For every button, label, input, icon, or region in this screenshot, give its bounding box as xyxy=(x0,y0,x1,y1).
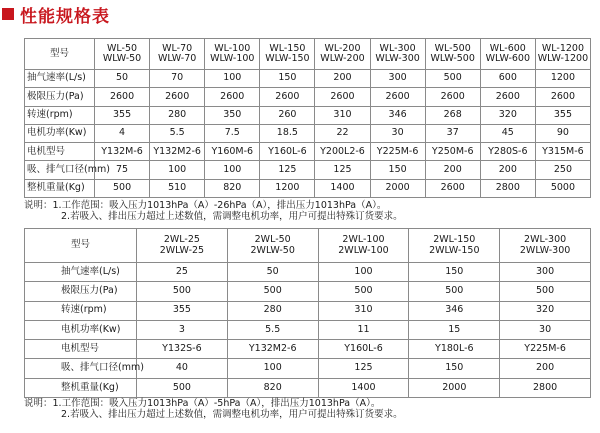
model-name-cell xyxy=(205,39,260,70)
title-square-icon xyxy=(2,8,14,20)
value-cell: 510 xyxy=(150,179,205,197)
note-wl xyxy=(24,200,403,222)
value-cell: 2800 xyxy=(500,378,591,397)
model-name-line: WL-100 xyxy=(214,42,251,54)
model-name-line: 2WL-300 xyxy=(524,234,567,245)
value-cell: 500 xyxy=(227,282,318,301)
value-cell: 1200 xyxy=(260,179,315,197)
value-cell: 1200 xyxy=(535,70,590,88)
model-name-line: WLW-500 xyxy=(430,53,475,64)
value-cell: 820 xyxy=(227,378,318,397)
value-cell: 40 xyxy=(137,359,228,378)
value-cell: 1400 xyxy=(315,179,370,197)
model-name-line: 2WLW-50 xyxy=(250,244,295,256)
value-cell: 2600 xyxy=(315,88,370,106)
param-label-cell: 吸、排气口径(mm) xyxy=(25,359,137,378)
value-cell: 300 xyxy=(500,263,591,282)
value-cell: 150 xyxy=(409,359,500,378)
value-cell: 5000 xyxy=(535,179,590,197)
model-name-line: WL-600 xyxy=(489,42,526,54)
param-label-cell: 转速(rpm) xyxy=(25,301,137,320)
value-cell: 200 xyxy=(315,70,370,88)
value-cell: 30 xyxy=(500,320,591,339)
value-cell: 346 xyxy=(370,106,425,124)
value-cell: 4 xyxy=(95,124,150,142)
value-cell: 150 xyxy=(370,161,425,179)
value-cell: 45 xyxy=(480,124,535,142)
value-cell: 2000 xyxy=(409,378,500,397)
model-name-line: 2WL-100 xyxy=(342,234,385,245)
param-label-cell: 整机重量(Kg) xyxy=(25,378,137,397)
table-row xyxy=(25,106,591,124)
value-cell: 50 xyxy=(227,263,318,282)
table-row xyxy=(25,161,591,179)
value-cell: Y132M2-6 xyxy=(227,340,318,359)
table-row xyxy=(25,143,591,161)
value-cell: 2600 xyxy=(425,179,480,197)
value-cell: 125 xyxy=(260,161,315,179)
param-label-cell: 电机型号 xyxy=(25,340,137,359)
model-name-line: WLW-50 xyxy=(102,53,142,64)
value-cell: Y160L-6 xyxy=(260,143,315,161)
value-cell: Y225M-6 xyxy=(500,340,591,359)
model-name-line: WL-70 xyxy=(162,42,193,54)
value-cell: 150 xyxy=(409,263,500,282)
value-cell: 200 xyxy=(425,161,480,179)
note-line-1: 说明：1.工作范围：吸入压力1013hPa（A）-26hPa（A），排出压力1013hPa（A）。 xyxy=(24,200,387,211)
value-cell: 2000 xyxy=(370,179,425,197)
value-cell: 2600 xyxy=(205,88,260,106)
model-name-cell xyxy=(425,39,480,70)
param-label-cell: 极限压力(Pa) xyxy=(25,88,95,106)
spec-table-2wl xyxy=(24,228,591,398)
value-cell: 820 xyxy=(205,179,260,197)
model-name-cell xyxy=(137,229,228,263)
value-cell: Y180L-6 xyxy=(409,340,500,359)
param-label-cell: 电机型号 xyxy=(25,143,95,161)
value-cell: 200 xyxy=(500,359,591,378)
model-name-cell xyxy=(535,39,590,70)
param-label-cell: 抽气速率(L/s) xyxy=(25,70,95,88)
model-name-line: WLW-600 xyxy=(485,53,531,64)
spec-table-wl xyxy=(24,38,591,198)
model-name-cell xyxy=(370,39,425,70)
value-cell: 50 xyxy=(95,70,150,88)
value-cell: 346 xyxy=(409,301,500,320)
value-cell: 250 xyxy=(535,161,590,179)
value-cell: 37 xyxy=(425,124,480,142)
value-cell: 100 xyxy=(150,161,205,179)
value-cell: 310 xyxy=(318,301,409,320)
value-cell: 1400 xyxy=(318,378,409,397)
value-cell: 100 xyxy=(318,263,409,282)
model-name-cell xyxy=(227,229,318,263)
value-cell: 2600 xyxy=(535,88,590,106)
model-name-line: 2WLW-100 xyxy=(338,244,389,256)
value-cell: 500 xyxy=(137,378,228,397)
value-cell: 355 xyxy=(95,106,150,124)
model-name-line: WL-300 xyxy=(379,42,416,54)
model-name-line: WLW-300 xyxy=(375,53,420,64)
model-name-cell xyxy=(409,229,500,263)
value-cell: 500 xyxy=(425,70,480,88)
table-row xyxy=(25,263,591,282)
model-name-line: WLW-150 xyxy=(265,53,310,64)
model-name-line: 2WL-50 xyxy=(254,234,291,245)
section-header xyxy=(2,3,110,25)
model-name-cell xyxy=(95,39,150,70)
model-name-cell xyxy=(318,229,409,263)
value-cell: Y200L2-6 xyxy=(315,143,370,161)
table-row xyxy=(25,70,591,88)
value-cell: 600 xyxy=(480,70,535,88)
param-label-cell: 极限压力(Pa) xyxy=(25,282,137,301)
value-cell: 320 xyxy=(500,301,591,320)
model-name-line: WLW-1200 xyxy=(537,53,589,64)
value-cell: 320 xyxy=(480,106,535,124)
value-cell: 2800 xyxy=(480,179,535,197)
value-cell: 3 xyxy=(137,320,228,339)
model-header-cell: 型号 xyxy=(25,39,95,70)
model-name-cell xyxy=(480,39,535,70)
value-cell: 500 xyxy=(318,282,409,301)
value-cell: Y280S-6 xyxy=(480,143,535,161)
value-cell: 268 xyxy=(425,106,480,124)
param-label-cell: 整机重量(Kg) xyxy=(25,179,95,197)
table-row xyxy=(25,320,591,339)
value-cell: 150 xyxy=(260,70,315,88)
value-cell: 500 xyxy=(409,282,500,301)
value-cell: 2600 xyxy=(480,88,535,106)
model-name-line: 2WL-150 xyxy=(433,234,476,245)
note-line-1: 说明：1.工作范围：吸入压力1013hPa（A）-5hPa（A），排出压力1013hPa（A）。 xyxy=(24,398,381,409)
value-cell: 2600 xyxy=(260,88,315,106)
model-name-line: 2WLW-25 xyxy=(159,244,205,256)
value-cell: 125 xyxy=(318,359,409,378)
value-cell: Y250M-6 xyxy=(425,143,480,161)
param-label-cell: 电机功率(Kw) xyxy=(25,320,137,339)
model-name-line: WLW-70 xyxy=(157,53,197,64)
model-name-cell xyxy=(315,39,370,70)
value-cell: 500 xyxy=(95,179,150,197)
model-name-line: WLW-200 xyxy=(320,53,365,64)
value-cell: 75 xyxy=(95,161,150,179)
param-label-cell: 吸、排气口径(mm) xyxy=(25,161,95,179)
value-cell: 200 xyxy=(480,161,535,179)
value-cell: 7.5 xyxy=(205,124,260,142)
table-row xyxy=(25,179,591,197)
model-name-line: WL-200 xyxy=(324,42,361,54)
value-cell: 25 xyxy=(137,263,228,282)
model-name-line: WL-50 xyxy=(107,42,138,54)
value-cell: 18.5 xyxy=(260,124,315,142)
value-cell: 100 xyxy=(227,359,318,378)
table-header-row xyxy=(25,39,591,70)
value-cell: 260 xyxy=(260,106,315,124)
value-cell: 350 xyxy=(205,106,260,124)
value-cell: 355 xyxy=(535,106,590,124)
value-cell: 30 xyxy=(370,124,425,142)
model-header-cell: 型号 xyxy=(25,229,137,263)
table-row xyxy=(25,88,591,106)
value-cell: Y160L-6 xyxy=(318,340,409,359)
value-cell: 355 xyxy=(137,301,228,320)
note-2wl xyxy=(24,398,403,420)
value-cell: 500 xyxy=(137,282,228,301)
value-cell: Y315M-6 xyxy=(535,143,590,161)
value-cell: 15 xyxy=(409,320,500,339)
value-cell: 22 xyxy=(315,124,370,142)
model-name-line: WL-150 xyxy=(269,42,306,54)
value-cell: Y225M-6 xyxy=(370,143,425,161)
value-cell: 300 xyxy=(370,70,425,88)
value-cell: 2600 xyxy=(95,88,150,106)
value-cell: 2600 xyxy=(425,88,480,106)
model-name-line: WL-500 xyxy=(434,42,471,54)
table-header-row xyxy=(25,229,591,263)
model-name-line: 2WLW-300 xyxy=(519,244,571,256)
param-label-cell: 抽气速率(L/s) xyxy=(25,263,137,282)
value-cell: Y160M-6 xyxy=(205,143,260,161)
value-cell: 2600 xyxy=(150,88,205,106)
model-name-line: WLW-100 xyxy=(210,53,255,64)
value-cell: 310 xyxy=(315,106,370,124)
note-line-2: 2.若吸入、排出压力超过上述数值，需调整电机功率，用户可提出特殊订货要求。 xyxy=(61,211,403,222)
table-row xyxy=(25,124,591,142)
value-cell: 280 xyxy=(150,106,205,124)
model-name-cell xyxy=(500,229,591,263)
value-cell: 90 xyxy=(535,124,590,142)
table-row xyxy=(25,301,591,320)
page-title: 性能规格表 xyxy=(20,6,110,27)
value-cell: 11 xyxy=(318,320,409,339)
value-cell: Y132M-6 xyxy=(95,143,150,161)
param-label-cell: 电机功率(Kw) xyxy=(25,124,95,142)
model-name-cell xyxy=(150,39,205,70)
value-cell: Y132M2-6 xyxy=(150,143,205,161)
value-cell: 70 xyxy=(150,70,205,88)
value-cell: 5.5 xyxy=(227,320,318,339)
model-name-line: WL-1200 xyxy=(541,42,584,54)
value-cell: 2600 xyxy=(370,88,425,106)
value-cell: 280 xyxy=(227,301,318,320)
note-line-2: 2.若吸入、排出压力超过上述数值，需调整电机功率，用户可提出特殊订货要求。 xyxy=(61,409,403,420)
table-row xyxy=(25,282,591,301)
table-row xyxy=(25,359,591,378)
value-cell: 100 xyxy=(205,161,260,179)
model-name-line: 2WL-25 xyxy=(163,234,200,245)
table-row xyxy=(25,340,591,359)
value-cell: 500 xyxy=(500,282,591,301)
param-label-cell: 转速(rpm) xyxy=(25,106,95,124)
value-cell: 100 xyxy=(205,70,260,88)
value-cell: 125 xyxy=(315,161,370,179)
table-row xyxy=(25,378,591,397)
value-cell: Y132S-6 xyxy=(137,340,228,359)
model-name-line: 2WLW-150 xyxy=(429,244,480,256)
value-cell: 5.5 xyxy=(150,124,205,142)
model-name-cell xyxy=(260,39,315,70)
